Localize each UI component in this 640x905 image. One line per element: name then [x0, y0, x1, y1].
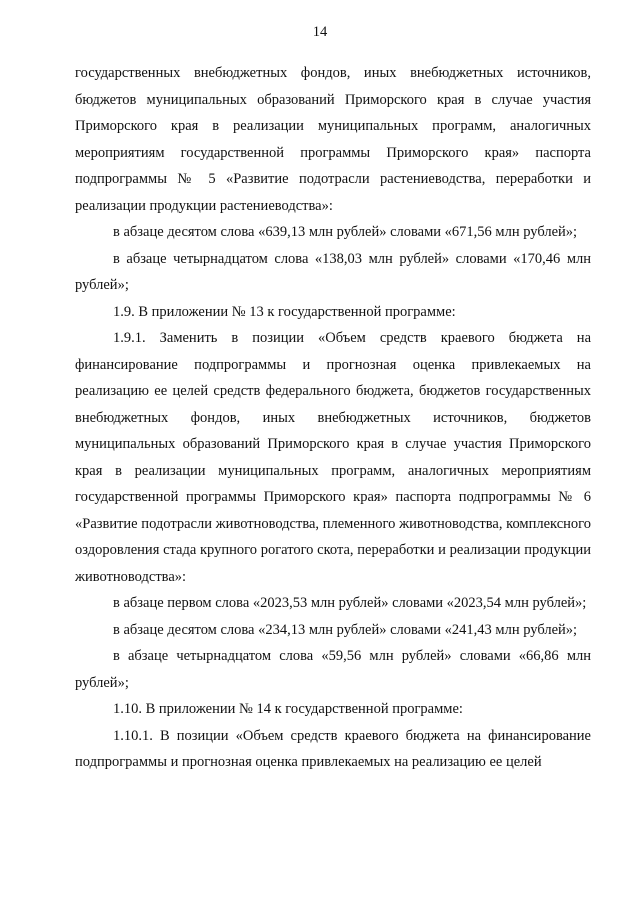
paragraph-item: в абзаце четырнадцатом слова «138,03 млн рублей» словами «170,46 млн рублей»; [75, 250, 591, 293]
paragraph-section-heading: 1.10. В приложении № 14 к государственной программе: [113, 701, 463, 717]
paragraph-item: в абзаце первом слова «2023,53 млн рублей» словами «2023,54 млн рублей»; [113, 595, 587, 611]
document-body [75, 60, 591, 776]
page-number: 14 [312, 24, 328, 40]
paragraph-continuation: государственных внебюджетных фондов, иных внебюджетных источников, бюджетов муниципальных образований Приморского края в случае участия Приморского края в реализации муниципальных программ, аналогичных мероприятиям государственной программы Приморского края» паспорта подпрограммы № 5 «Развитие подотрасли растениеводства, переработки и реализации продукции растениеводства»: [75, 65, 591, 214]
paragraph-section-heading: 1.9. В приложении № 13 к государственной программе: [113, 303, 456, 320]
paragraph-item: в абзаце десятом слова «639,13 млн рублей» словами «671,56 млн рублей»; [113, 224, 578, 240]
paragraph-subsection: 1.10.1. В позиции «Объем средств краевого бюджета на финансирование подпрограммы и прогнозная оценка привлекаемых на реализацию ее целей [75, 727, 591, 770]
paragraph-item: в абзаце четырнадцатом слова «59,56 млн рублей» словами «66,86 млн рублей»; [75, 648, 591, 691]
paragraph-item: в абзаце десятом слова «234,13 млн рублей» словами «241,43 млн рублей»; [113, 621, 578, 638]
paragraph-subsection: 1.9.1. Заменить в позиции «Объем средств краевого бюджета на финансирование подпрограммы и прогнозная оценка привлекаемых на реализацию ее целей средств федерального бюджета, бюджетов государственных внебюджетных фондов, иных внебюджетных источников, бюджетов муниципальных образований Приморского края в случае участия Приморского края в реализации муниципальных программ, аналогичных мероприятиям государственной программы Приморского края» паспорта подпрограммы № 6 «Развитие подотрасли животноводства, племенного животноводства, комплексного оздоровления стада крупного рогатого скота, переработки и реализации продукции животноводства»: [75, 330, 591, 585]
